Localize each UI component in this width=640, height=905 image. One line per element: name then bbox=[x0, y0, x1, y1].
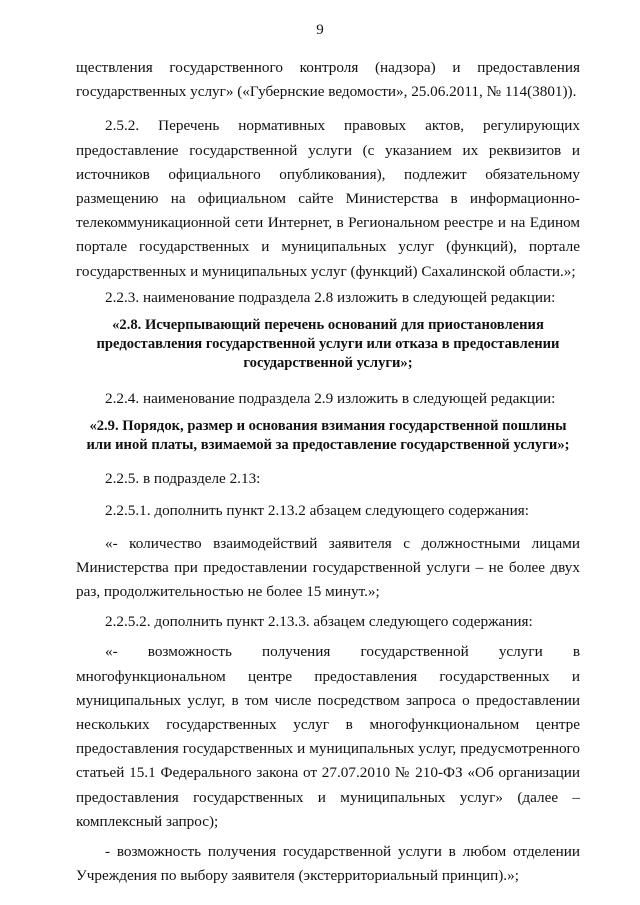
paragraph-continuation: ществления государственного контроля (надзора) и предоставления государственных услуг» («Губернские ведомости», 25.06.2011, № 114(3801)). bbox=[76, 59, 580, 101]
paragraph-2-2-5-2: 2.2.5.2. дополнить пункт 2.13.3. абзацем следующего содержания: bbox=[105, 613, 533, 631]
document-body bbox=[76, 56, 580, 888]
paragraph-2-5-2: 2.5.2. Перечень нормативных правовых актов, регулирующих предоставление государственной услуги (с указанием их реквизитов и источников официального опубликования), подлежит обязательному размещению на официальном сайте Министерства в информационно-телекоммуникационной сети Интернет, в Региональном реестре и на Едином портале государственных и муниципальных услуг (функций), портале государственных и муниципальных услуг (функций) Сахалинской области.»; bbox=[76, 117, 580, 280]
heading-2-8: «2.8. Исчерпывающий перечень оснований для приостановления предоставления государственной услуги или отказа в предоставлении государственной услуги»; bbox=[96, 317, 560, 372]
paragraph-interactions-limit: «- количество взаимодействий заявителя с должностными лицами Министерства при предоставлении государственной услуги – не более двух раз, продолжительностью не более 15 минут.»; bbox=[76, 534, 580, 601]
page-number: 9 bbox=[316, 22, 324, 38]
paragraph-2-2-3: 2.2.3. наименование подраздела 2.8 изложить в следующей редакции: bbox=[105, 288, 556, 306]
paragraph-2-2-5: 2.2.5. в подразделе 2.13: bbox=[105, 470, 261, 488]
paragraph-2-2-4: 2.2.4. наименование подраздела 2.9 изложить в следующей редакции: bbox=[105, 390, 556, 408]
paragraph-extraterritorial: - возможность получения государственной услуги в любом отделении Учреждения по выбору заявителя (экстерриториальный принцип).»; bbox=[76, 843, 580, 885]
paragraph-2-2-5-1: 2.2.5.1. дополнить пункт 2.13.2 абзацем следующего содержания: bbox=[105, 502, 529, 520]
paragraph-mfc-possibility: «- возможность получения государственной услуги в многофункциональном центре предоставления государственных и муниципальных услуг, в том числе посредством запроса о предоставлении нескольких государственных услуг в многофункциональном центре предоставления государственных и муниципальных услуг, предусмотренного статьей 15.1 Федерального закона от 27.07.2010 № 210-ФЗ «Об организации предоставления государственных и муниципальных услуг» (далее – комплексный запрос); bbox=[76, 643, 580, 830]
heading-2-9: «2.9. Порядок, размер и основания взимания государственной пошлины или иной платы, взимаемой за предоставление государственной услуги»; bbox=[86, 418, 570, 454]
